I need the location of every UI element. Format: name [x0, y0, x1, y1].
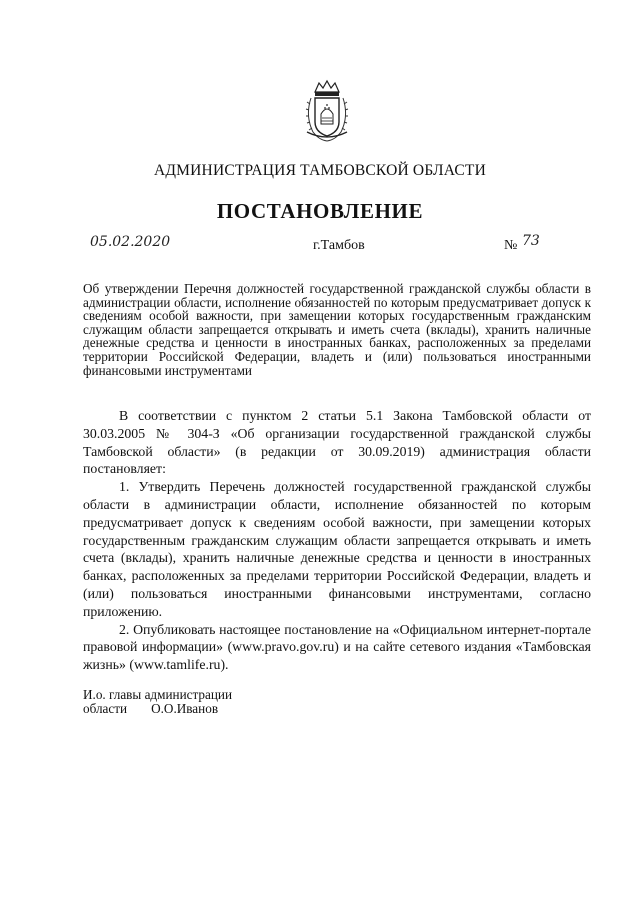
- signer-position-line2: области: [83, 700, 128, 716]
- body-paragraph-preamble: В соответствии с пунктом 2 статьи 5.1 Закона Тамбовской области от 30.03.2005 № 304-З «Об организации государственной гражданской службы Тамбовской области» (в редакции от 30.09.2019) администрация области постановляет:: [83, 408, 591, 477]
- coat-of-arms-icon: [301, 78, 353, 144]
- signer-name: О.О.Иванов: [151, 700, 219, 716]
- document-number: 73: [522, 233, 540, 249]
- body-paragraph-item-2: 2. Опубликовать настоящее постановление на «Официальном интернет-портале правовой информации» (www.pravo.gov.ru) и на сайте сетевого издания «Тамбовская жизнь» (www.tamlife.ru).: [83, 621, 591, 673]
- body-paragraph-item-1: 1. Утвердить Перечень должностей государственной гражданской службы области в администрации области, исполнение обязанностей по которым предусматривает допуск к сведениям особой важности, при замещении которых государственным гражданским служащим области запрещается открывать и иметь счета (вклады), хранить наличные денежные средства и ценности в иностранных банках, расположенных за пределами территории Российской Федерации, владеть и (или) пользоваться иностранными финансовыми инструментами, согласно приложению.: [83, 479, 591, 619]
- signer-position-line1: И.о. главы администрации: [83, 687, 233, 702]
- organization-name: АДМИНИСТРАЦИЯ ТАМБОВСКОЙ ОБЛАСТИ: [154, 162, 486, 179]
- document-number-label: №: [504, 238, 518, 253]
- document-subject: Об утверждении Перечня должностей государственной гражданской службы области в администрации области, исполнение обязанностей по которым предусматривает допуск к сведениям особой важности, при замещении которых государственным гражданским служащим области запрещается открывать и иметь счета (вклады), хранить наличные денежные средства и ценности в иностранных банках, расположенных за пределами территории Российской Федерации, владеть и (или) пользоваться иностранными финансовыми инструментами: [83, 281, 591, 378]
- signature-block: [83, 688, 232, 715]
- document-body: [83, 407, 591, 674]
- document-type-title: ПОСТАНОВЛЕНИЕ: [216, 199, 424, 223]
- document-date: 05.02.2020: [90, 234, 171, 250]
- document-city: г.Тамбов: [313, 238, 365, 253]
